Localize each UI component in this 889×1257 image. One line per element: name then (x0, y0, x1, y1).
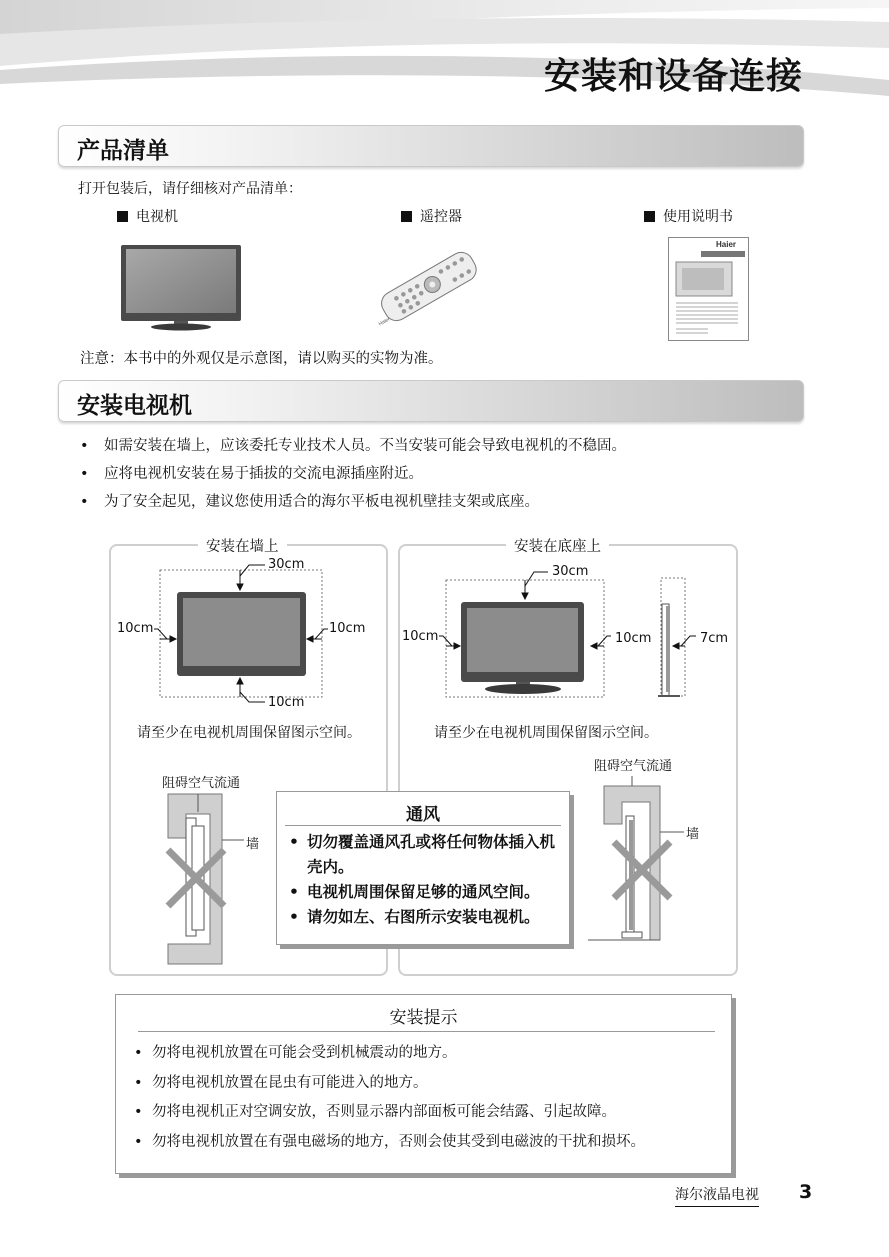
divider (285, 825, 561, 826)
install-bullets (78, 432, 626, 516)
wall-left-clearance: 10cm (117, 621, 154, 636)
install-tips-list (132, 1039, 645, 1157)
wall-right-clearance: 10cm (329, 621, 366, 636)
remote-product-image (370, 237, 486, 337)
list-item: • 为了安全起见，建议您使用适合的海尔平板电视机壁挂支架或底座。 (78, 488, 626, 516)
item-tv: 电视机 (117, 206, 178, 226)
square-bullet-icon (644, 211, 655, 222)
wall-label-right: 墙 (686, 827, 700, 842)
list-item: • 应将电视机安装在易于插拔的交流电源插座附近。 (78, 460, 626, 488)
item-remote: 遥控器 (401, 206, 462, 226)
stand-caption: 请至少在电视机周围保留图示空间。 (434, 725, 658, 741)
manual-brand-text: Haier (716, 240, 737, 249)
wall-bottom-clearance: 10cm (268, 695, 305, 710)
install-tips-title: 安装提示 (389, 1008, 458, 1028)
install-tips-box (115, 994, 732, 1174)
stand-blocked-label: 阻碍空气流通 (594, 759, 673, 774)
stand-blocked-diagram (588, 774, 708, 944)
wall-mount-label: 安装在墙上 (198, 535, 287, 556)
list-item: • 勿将电视机放置在昆虫有可能进入的地方。 (132, 1069, 645, 1099)
tv-product-image (120, 243, 244, 331)
remote-brand-text: Haier (377, 316, 392, 328)
product-list-intro: 打开包装后，请仔细核对产品清单： (78, 181, 302, 197)
wall-blocked-diagram (158, 790, 268, 966)
list-item: • 勿将电视机正对空调安放，否则显示器内部面板可能会结露、引起故障。 (132, 1098, 645, 1128)
section-title-install: 安装电视机 (77, 393, 192, 419)
section-title-product-list: 产品清单 (77, 138, 169, 164)
page-number: 3 (799, 1181, 813, 1203)
stand-mount-label: 安装在底座上 (506, 535, 609, 556)
list-item: • 请勿如左、右图所示安装电视机。 (287, 905, 557, 930)
wall-label-left: 墙 (246, 837, 260, 852)
list-item: • 勿将电视机放置在可能会受到机械震动的地方。 (132, 1039, 645, 1069)
square-bullet-icon (117, 211, 128, 222)
item-manual: 使用说明书 (644, 206, 733, 226)
section-bar-product-list (58, 125, 804, 167)
stand-side-clearance: 7cm (700, 631, 729, 646)
ventilation-title: 通风 (406, 805, 440, 825)
section-bar-install (58, 380, 804, 422)
stand-clearance-diagram (398, 560, 734, 710)
ventilation-box (276, 791, 570, 945)
list-item: • 如需安装在墙上，应该委托专业技术人员。不当安装可能会导致电视机的不稳固。 (78, 432, 626, 460)
divider (138, 1031, 715, 1032)
wall-caption: 请至少在电视机周围保留图示空间。 (137, 725, 361, 741)
list-item: • 切勿覆盖通风孔或将任何物体插入机壳内。 (287, 830, 557, 880)
list-item: • 勿将电视机放置在有强电磁场的地方，否则会使其受到电磁波的干扰和损坏。 (132, 1128, 645, 1158)
manual-product-image (668, 237, 749, 341)
square-bullet-icon (401, 211, 412, 222)
product-note: 注意：本书中的外观仅是示意图，请以购买的实物为准。 (80, 351, 443, 367)
wall-blocked-label: 阻碍空气流通 (162, 776, 241, 791)
page-title: 安装和设备连接 (543, 56, 803, 97)
stand-top-clearance: 30cm (552, 564, 589, 579)
stand-right-clearance: 10cm (615, 631, 652, 646)
list-item: • 电视机周围保留足够的通风空间。 (287, 880, 557, 905)
footer-brand: 海尔液晶电视 (675, 1184, 759, 1207)
ventilation-list (287, 830, 557, 930)
wall-top-clearance: 30cm (268, 557, 305, 572)
stand-left-clearance: 10cm (402, 629, 439, 644)
